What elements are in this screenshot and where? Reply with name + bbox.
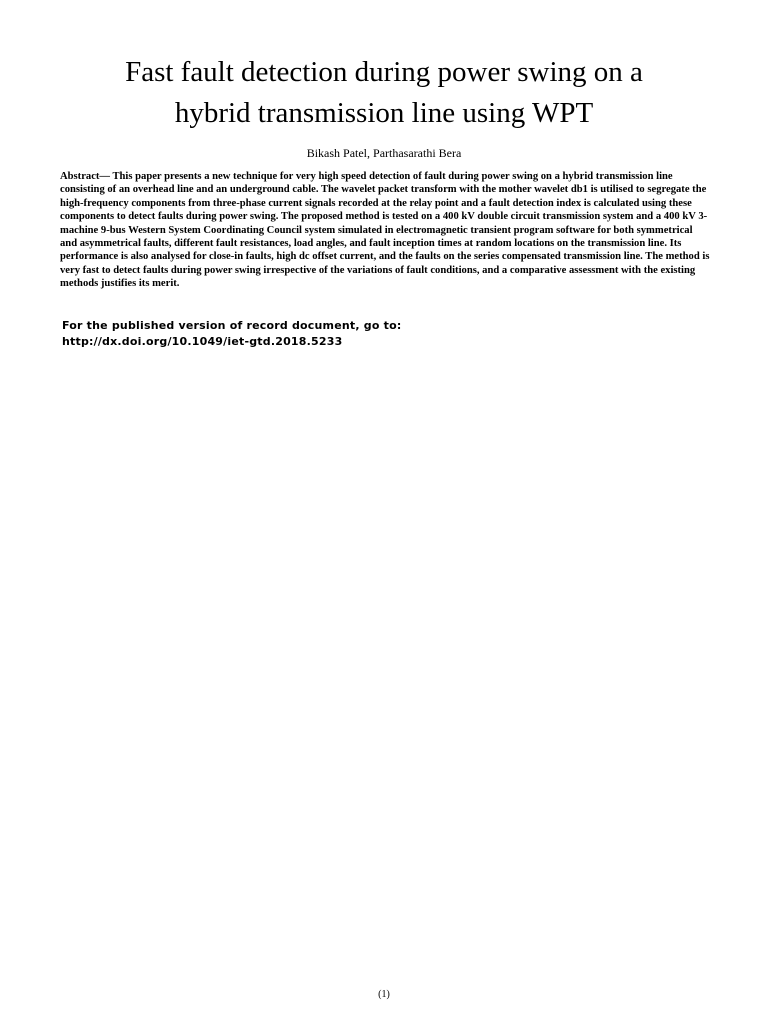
title-line-1: Fast fault detection during power swing on a xyxy=(125,56,643,88)
published-version-notice xyxy=(62,318,712,350)
notice-text: For the published version of record document, go to: xyxy=(62,319,402,332)
paper-title xyxy=(40,52,728,134)
page-number: (1) xyxy=(378,989,390,1000)
author-list: Bikash Patel, Parthasarathi Bera xyxy=(306,146,462,160)
title-line-2: hybrid transmission line using WPT xyxy=(174,97,594,129)
abstract-text: Abstract— This paper presents a new technique for very high speed detection of fault during power swing on a hybrid transmission line consisting of an overhead line and an underground cable. The wavelet packet transform with the mother wavelet db1 is utilised to segregate the high-frequency components from three-phase current signals recorded at the relay point and a fault detection index is calculated using these components to detect faults during power swing. The proposed method is tested on a 400 kV double circuit transmission system and a 400 kV 3-machine 9-bus Western System Coordinating Council system simulated in electromagnetic transient program software for both symmetrical and asymmetrical faults, different fault resistances, load angles, and fault inception times at random locations on the transmission line. Its performance is also analysed for close-in faults, high dc offset current, and the faults on the series compensated transmission line. The method is very fast to detect faults during power swing irrespective of the variations of fault conditions, and a comparative assessment with the existing methods justifies its merit. xyxy=(60,171,710,290)
doi-link[interactable]: http://dx.doi.org/10.1049/iet-gtd.2018.5233 xyxy=(62,335,343,348)
